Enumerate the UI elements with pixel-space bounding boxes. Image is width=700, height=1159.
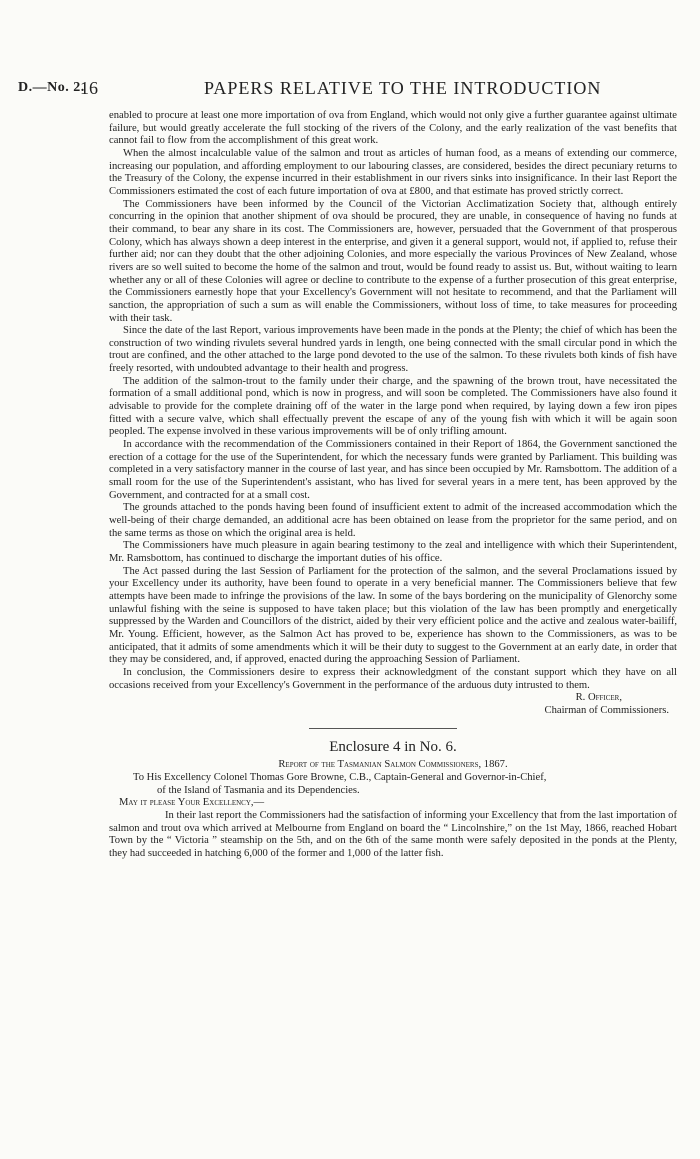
signature-title: Chairman of Commissioners. [544,704,669,716]
report-body [109,110,677,861]
addressee-line: of the Island of Tasmania and its Dependencies. [157,784,360,796]
paragraph: enabled to procure at least one more importation of ova from England, which would not only give a further guarantee against ultimate failure, but would greatly accelerate the full stocking of the rivers of the Colony, and the early realization of the vast benefits that cannot fail to flow from the accomplishment of this great work. [109,110,677,147]
section-divider [309,728,457,729]
paragraph: The Commissioners have been informed by the Council of the Victorian Acclimatization Society that, although entirely concurring in the opinion that another shipment of ova should be procured, they are unable, in consequence of having no funds at their command, to bear any share in its cost. The Commissioners are, however, persuaded that the Government of that prosperous Colony, which has always shown a deep interest in the enterprise, and given it a general support, would not, if applied to, refuse their further aid; nor can they doubt that the other adjoining Colonies, and more especially the various Provinces of New Zealand, whose rivers are so well suited to become the home of the salmon and trout, would be found ready to assist us. But, without waiting to learn whether any or all of these Colonies will agree or decline to contribute to the expense of a further prosecution of this great enterprise, the Commissioners earnestly hope that your Excellency's Government will not hesitate to recommend, and that the Parliament will sanction, the appropriation of such a sum as will enable the Commissioners, without loss of time, to take measures for proceeding with their task. [109,198,677,324]
paragraph: The grounds attached to the ponds having been found of insufficient extent to admit of the increased accommodation which the well-being of their charge demanded, an additional acre has been obtained on lease from the proprietor for the same period, and on the same terms as those on which the original area is held. [109,502,677,539]
paragraph: In conclusion, the Commissioners desire to express their acknowledgment of the constant support which they have on all occasions received from your Excellency's Government in the performance of the arduous duty intrusted to them. [109,666,677,691]
paragraph: When the almost incalculable value of the salmon and trout as articles of human food, as a means of extending our commerce, increasing our population, and affording employment to our labouring classes, are considered, besides the direct pecuniary returns to the Treasury of the Colony, the expense incurred in their establishment in our rivers sinks into insignificance. In their last Report the Commissioners estimated the cost of each future importation of ova at £800, and that estimate has proved strictly correct. [109,147,677,197]
paragraph: In their last report the Commissioners had the satisfaction of informing your Excellency that from the last importation of salmon and trout ova which arrived at Melbourne from England on board the “ Lincolnshire,” on the 1st May, 1866, reached Hobart Town by the “ Victoria ” steamship on the 5th, and on the 6th of the same month were safely deposited in the ponds at the Plenty, they had succeeded in hatching 6,000 of the former and 1,000 of the latter fish. [109,810,677,860]
paragraph: The addition of the salmon-trout to the family under their charge, and the spawning of the brown trout, have necessitated the formation of a small additional pond, which is now in progress, and will soon be completed. The Commissioners have also found it advisable to provide for the complete draining off of the water in the large pond when required, by laying down a few iron pipes fitted with a secure valve, which shall effectually prevent the escape of any of the young fish with which it will be again soon peopled. The expense involved in these various improvements will be of only trifling amount. [109,375,677,438]
page-number: 16 [80,78,98,98]
paragraph: The Commissioners have much pleasure in again bearing testimony to the zeal and intelligence with which their Superintendent, Mr. Ramsbottom, has continued to discharge the important duties of his office. [109,540,677,564]
paragraph: In accordance with the recommendation of the Commissioners contained in their Report of 1864, the Government sanctioned the erection of a cottage for the use of the Superintendent, for which the necessary funds were granted by Parliament. This building was completed in a very satisfactory manner in the course of last year, and has since been occupied by Mr. Ramsbottom. The addition of a small room for the use of the Superintendent's assistant, who has lived for several years in a mere tent, has been approved by the Government, and contracted for at a small cost. [109,439,677,501]
document-code: D.—No. 2. [18,80,85,95]
paragraph: Since the date of the last Report, various improvements have been made in the ponds at the Plenty; the chief of which has been the construction of two winding rivulets several hundred yards in length, one being connected with the small circular pond in which the trout are confined, and the other attached to the large pond devoted to the use of the salmon. To these rivulets both kinds of fish have freely resorted, with undoubted advantage to their health and progress. [109,325,677,375]
report-title: Report of the Tasmanian Salmon Commissioners, 1867. [278,758,508,770]
addressee-line: To His Excellency Colonel Thomas Gore Browne, C.B., Captain-General and Governor-in-Chief, [133,772,547,784]
signature-name: R. Officer, [575,692,622,704]
salutation: May it please Your Excellency,— [119,797,265,809]
page-header [0,80,700,102]
paragraph: The Act passed during the last Session of Parliament for the protection of the salmon, and the several Proclamations issued by your Excellency under its authority, have been found to operate in a very beneficial manner. The Commissioners believe that few attempts have been made to infringe the provisions of the law. In some of the bays bordering on the municipality of Glenorchy some unlawful fishing with the seine is supposed to have taken place; but this violation of the law has been promptly and energetically suppressed by the Warden and Councillors of the district, aided by their very efficient police and the active and zealous water-bailiff, Mr. Young. Efficient, however, as the Salmon Act has proved to be, experience has shown to the Commissioners, as was to be anticipated, that it admits of some amendments which it will be their duty to suggest to the Government at an early date, in order that they may be considered, and, if approved, enacted during the approaching Session of Parliament. [109,565,677,666]
enclosure-title: Enclosure 4 in No. 6. [329,738,457,755]
running-title: PAPERS RELATIVE TO THE INTRODUCTION [204,78,602,98]
